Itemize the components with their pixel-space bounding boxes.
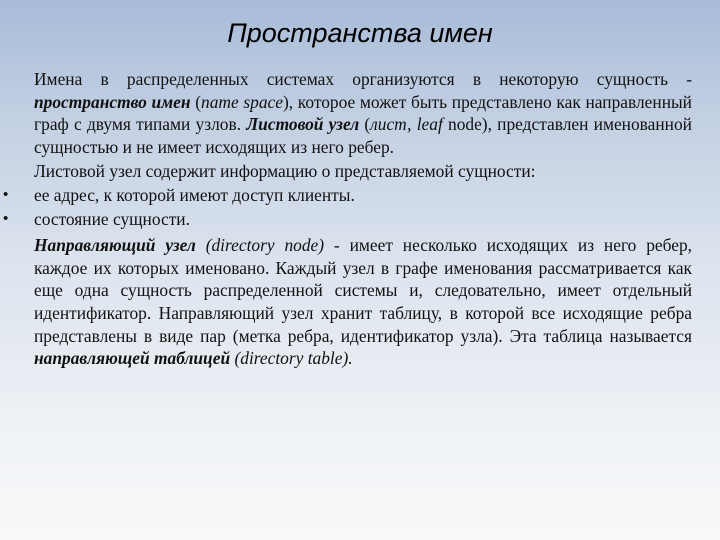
bullet-address bbox=[3, 184, 692, 207]
p1-text-5: ), которое может быть представлено как направленный граф с двумя типами узлов. bbox=[34, 91, 692, 135]
term-directory-node: Направляющий узел bbox=[34, 235, 196, 256]
term-name-space-en: name space bbox=[201, 91, 283, 112]
paragraph-directory-node bbox=[34, 234, 692, 370]
bullet-state bbox=[3, 208, 692, 231]
p1-text-7: ( bbox=[359, 114, 371, 135]
bullet-icon: • bbox=[3, 185, 9, 203]
term-directory-table: направляющей таблицей bbox=[34, 348, 231, 369]
p1-text-1: Имена в распределенных системах организуются в некоторую сущность - bbox=[34, 69, 692, 89]
p1-text-3: ( bbox=[190, 91, 201, 112]
paragraph-name-space bbox=[34, 68, 692, 158]
p3-text-3: - имеет несколько исходящих из него ребер, каждое их которых именовано. Каждый узел в графе именования рассматривается как еще одна сущность распределенной системы и, следовательно, имеет отдельный идентификатор. Направляющий узел хранит таблицу, в которой все исходящие ребра представлены в виде пар (метка ребра, идентификатор узла). Эта таблица называется bbox=[34, 235, 693, 346]
term-leaf-alt: лист, leaf bbox=[370, 114, 443, 135]
bullet-address-text: ее адрес, к которой имеют доступ клиенты. bbox=[34, 184, 355, 205]
term-directory-table-en: (directory table). bbox=[230, 348, 353, 369]
paragraph-leaf-info: Листовой узел содержит информацию о представляемой сущности: bbox=[34, 161, 536, 182]
slide-title: Пространства имен bbox=[227, 18, 493, 48]
term-leaf-node: Листовой узел bbox=[246, 114, 360, 135]
p1-text-9: node), представлен именованной сущностью и не имеет исходящих из него ребер. bbox=[34, 114, 692, 157]
term-directory-node-en: (directory node) bbox=[195, 235, 325, 256]
term-name-space: пространство имен bbox=[34, 91, 191, 112]
slide-body bbox=[3, 68, 693, 371]
bullet-state-text: состояние сущности. bbox=[34, 208, 190, 229]
bullet-icon: • bbox=[3, 209, 9, 227]
